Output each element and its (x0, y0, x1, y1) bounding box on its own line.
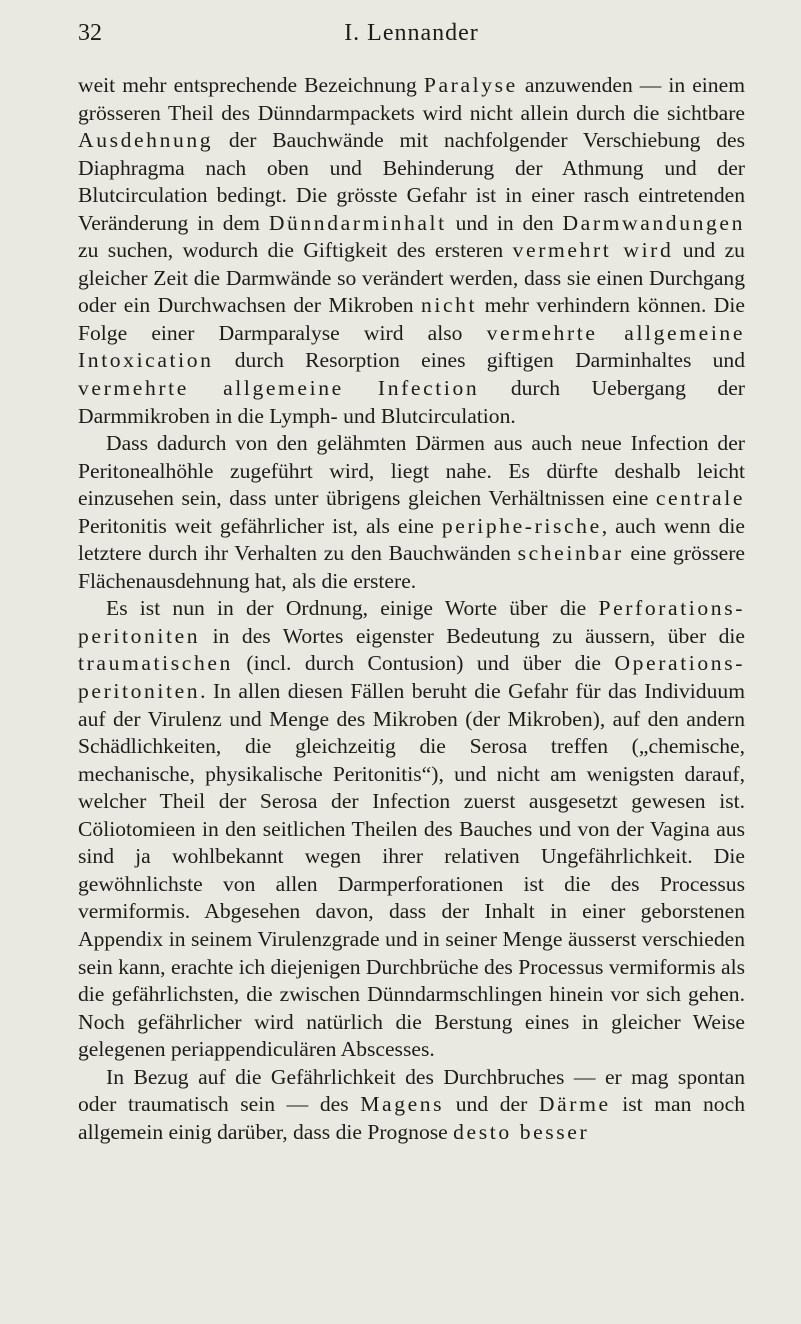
emphasized-text: centrale (655, 486, 745, 511)
paragraph (78, 72, 745, 430)
text-run: und zu gleicher Zeit die Darmwände so verändert werden, dass sie einen Durchgang oder ein Durchwachsen der Mikroben (78, 238, 745, 318)
text-run: der Bauchwände mit nachfolgender Verschiebung des Diaphragma nach oben und Behinderung der Athmung und der Blutcirculation bedingt. Die grösste Gefahr ist in einer rasch eintretenden Veränderung in dem (78, 128, 745, 235)
emphasized-text: nicht (420, 293, 478, 318)
emphasized-text: scheinbar (517, 541, 624, 566)
paragraph (78, 1064, 745, 1147)
emphasized-text: vermehrt wird (512, 238, 674, 263)
emphasized-text: periphe-rische (441, 513, 602, 538)
emphasized-text: vermehrte allgemeine Intoxication (78, 320, 745, 373)
text-run: Peritonitis weit gefährlicher ist, als eine (78, 513, 442, 538)
text-run: , auch wenn die letztere durch ihr Verhalten zu den Bauchwänden (78, 513, 745, 566)
text-run: und in den (446, 210, 563, 235)
emphasized-text: Därme (538, 1092, 611, 1117)
paragraph (78, 430, 745, 595)
text-run: in des Wortes eigenster Bedeutung zu äussern, über die (200, 623, 745, 648)
text-run: eine grössere Flächenausdehnung hat, als die erstere. (78, 541, 745, 593)
text-run: weit mehr entsprechende Bezeichnung (78, 73, 424, 97)
text-run: Dass dadurch von den gelähmten Därmen aus auch neue Infection der Peritonealhöhle zugeführt wird, liegt nahe. Es dürfte deshalb leicht einzusehen sein, dass unter übrigens gleichen Verhältnissen eine (78, 431, 745, 511)
running-head-title: I. Lennander (344, 20, 479, 46)
text-run: anzuwenden — in einem grösseren Theil des Dünndarmpackets wird nicht allein durch die sichtbare (78, 73, 745, 125)
page-number: 32 (78, 20, 102, 46)
body-text (78, 72, 745, 1146)
emphasized-text: traumatischen (78, 651, 233, 676)
text-run: (incl. durch Contusion) und über die (232, 651, 615, 676)
text-run: ist man noch allgemein einig darüber, dass die Prognose (78, 1092, 745, 1144)
emphasized-text: Paralyse (423, 73, 518, 97)
emphasized-text: Darmwandungen (562, 210, 745, 235)
text-run: In Bezug auf die Gefährlichkeit des Durchbruches — er mag spontan oder traumatisch sein — des (78, 1064, 745, 1117)
running-head (78, 20, 745, 50)
emphasized-text: desto besser (453, 1119, 590, 1144)
emphasized-text: Dünndarminhalt (268, 210, 447, 235)
text-run: mehr verhindern können. Die Folge einer Darmparalyse wird also (78, 293, 745, 345)
emphasized-text: vermehrte allgemeine Infection (78, 376, 480, 401)
text-run: durch Uebergang der Darmmikroben in die Lymph- und Blutcirculation. (78, 376, 745, 428)
text-run: . In allen diesen Fällen beruht die Gefahr für das Individuum auf der Virulenz und Menge des Mikroben (der Mikroben), auf den andern Schädlichkeiten, die gleichzeitig die Serosa treffen („chemische, mechanische, physikalische Peritonitis“), und nicht am wenigsten darauf, welcher Theil der Serosa der Infection zuerst ausgesetzt gewesen ist. Cöliotomieen in den seitlichen Theilen des Bauches und von der Vagina aus sind ja wohlbekannt wegen ihrer relativen Ungefährlichkeit. Die gewöhnlichste von allen Darmperforationen ist die des Processus vermiformis. Abgesehen davon, dass der Inhalt in einer geborstenen Appendix in seinem Virulenzgrade und in seiner Menge äusserst verschieden sein kann, erachte ich diejenigen Durchbrüche des Processus vermiformis als die gefährlichsten, die zwischen Dünndarmschlingen hinein vor sich gehen. Noch gefährlicher wird natürlich die Berstung eines in gleicher Weise gelegenen periappendiculären Abscesses. (78, 679, 745, 1062)
text-run: Es ist nun in der Ordnung, einige Worte über die (106, 596, 599, 621)
paragraph (78, 595, 745, 1063)
emphasized-text: Magens (360, 1092, 445, 1117)
emphasized-text: Perforations-peritoniten (78, 596, 745, 648)
emphasized-text: Operations-peritoniten (78, 651, 745, 704)
text-run: und der (444, 1092, 539, 1117)
text-run: zu suchen, wodurch die Giftigkeit des ersteren (78, 238, 513, 263)
emphasized-text: Ausdehnung (78, 128, 214, 153)
text-run: durch Resorption eines giftigen Darminhaltes und (213, 348, 745, 373)
